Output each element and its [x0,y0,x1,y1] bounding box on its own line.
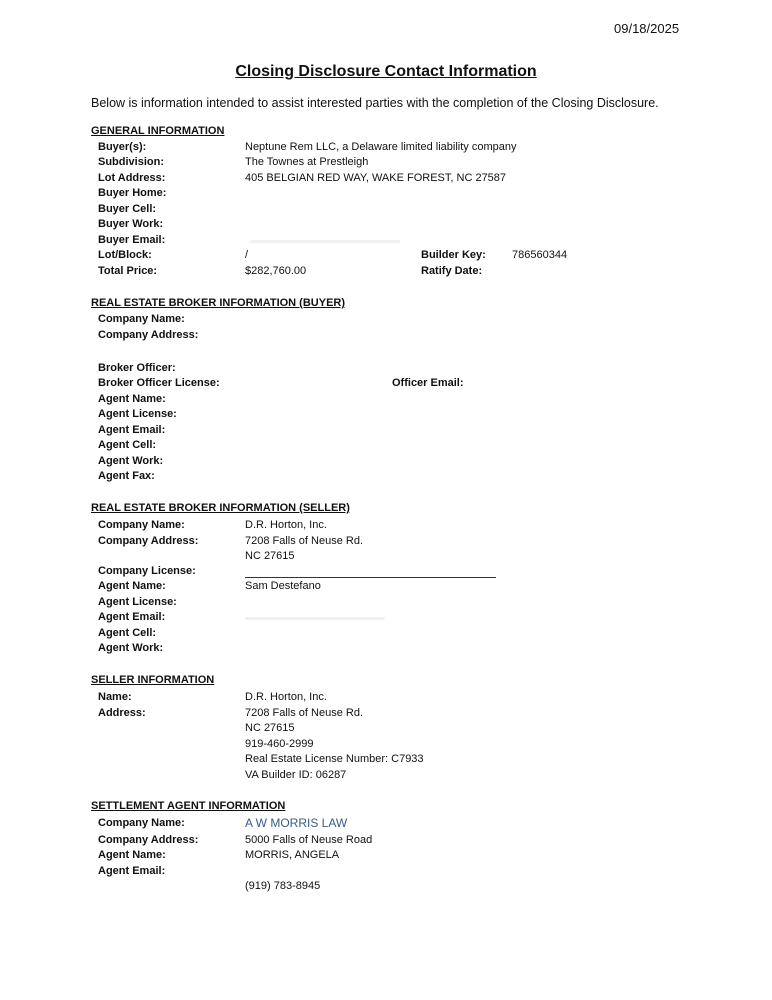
section-heading-settlement: SETTLEMENT AGENT INFORMATION [91,800,286,812]
section-heading-seller-broker: REAL ESTATE BROKER INFORMATION (SELLER) [91,502,350,514]
subdivision-value: The Townes at Prestleigh [245,156,369,168]
seller-address-label: Address: [98,707,146,719]
seller-address-line2: NC 27615 [245,722,295,734]
buyer-agent-cell-label: Agent Cell: [98,439,157,451]
section-heading-seller: SELLER INFORMATION [91,674,215,686]
broker-officer-license-label: Broker Officer License: [98,377,220,389]
buyer-agent-license-label: Agent License: [98,408,177,420]
seller-broker-address-line1: 7208 Falls of Neuse Rd. [245,535,364,547]
intro-text: Below is information intended to assist interested parties with the completion of the Closing Disclosure. [91,96,659,110]
document-date: 09/18/2025 [614,21,680,36]
builder-key-value: 786560344 [512,249,568,261]
seller-agent-work-label: Agent Work: [98,642,164,654]
buyer-agent-name-label: Agent Name: [98,393,166,405]
seller-name-value: D.R. Horton, Inc. [245,691,327,703]
settlement-company-address-value: 5000 Falls of Neuse Road [245,834,373,846]
seller-broker-company-address-label: Company Address: [98,535,199,547]
settlement-company-name-value[interactable]: A W MORRIS LAW [245,816,348,830]
lot-address-value: 405 BELGIAN RED WAY, WAKE FOREST, NC 27587 [245,172,507,184]
settlement-company-name-label: Company Name: [98,817,185,829]
seller-agent-email-label: Agent Email: [98,611,166,623]
seller-broker-company-name-label: Company Name: [98,519,185,531]
buyer-broker-company-name-label: Company Name: [98,313,185,325]
settlement-phone: (919) 783-8945 [245,880,321,892]
settlement-company-address-label: Company Address: [98,834,199,846]
buyer-agent-work-label: Agent Work: [98,455,164,467]
section-heading-buyer-broker: REAL ESTATE BROKER INFORMATION (BUYER) [91,297,346,309]
broker-officer-label: Broker Officer: [98,362,176,374]
buyer-agent-fax-label: Agent Fax: [98,470,155,482]
lot-address-label: Lot Address: [98,172,166,184]
buyer-agent-email-label: Agent Email: [98,424,166,436]
seller-name-label: Name: [98,691,132,703]
lot-block-label: Lot/Block: [98,249,152,261]
seller-phone: 919-460-2999 [245,738,314,750]
seller-broker-company-name-value: D.R. Horton, Inc. [245,519,327,531]
builder-key-label: Builder Key: [421,249,486,261]
company-license-line [245,577,496,578]
total-price-value: $282,760.00 [245,265,307,277]
lot-block-value: / [245,249,249,261]
buyer-email-label: Buyer Email: [98,234,166,246]
seller-va-builder-id: VA Builder ID: 06287 [245,769,347,781]
buyers-label: Buyer(s): [98,141,147,153]
seller-address-line1: 7208 Falls of Neuse Rd. [245,707,364,719]
officer-email-label: Officer Email: [392,377,464,389]
settlement-agent-name-value: MORRIS, ANGELA [245,849,340,861]
settlement-agent-name-label: Agent Name: [98,849,166,861]
seller-agent-cell-label: Agent Cell: [98,627,157,639]
seller-broker-address-line2: NC 27615 [245,550,295,562]
redacted-smudge [250,240,400,243]
buyer-home-label: Buyer Home: [98,187,167,199]
page-title: Closing Disclosure Contact Information [235,63,537,80]
ratify-date-label: Ratify Date: [421,265,483,277]
buyers-value: Neptune Rem LLC, a Delaware limited liability company [245,141,517,153]
buyer-broker-company-address-label: Company Address: [98,329,199,341]
buyer-work-label: Buyer Work: [98,218,164,230]
redacted-smudge [245,617,385,620]
subdivision-label: Subdivision: [98,156,164,168]
seller-agent-name-label: Agent Name: [98,580,166,592]
settlement-agent-email-label: Agent Email: [98,865,166,877]
seller-broker-company-license-label: Company License: [98,565,196,577]
total-price-label: Total Price: [98,265,158,277]
seller-license: Real Estate License Number: C7933 [245,753,424,765]
buyer-cell-label: Buyer Cell: [98,203,157,215]
seller-agent-license-label: Agent License: [98,596,177,608]
section-heading-general: GENERAL INFORMATION [91,125,225,137]
seller-agent-name-value: Sam Destefano [245,580,321,592]
